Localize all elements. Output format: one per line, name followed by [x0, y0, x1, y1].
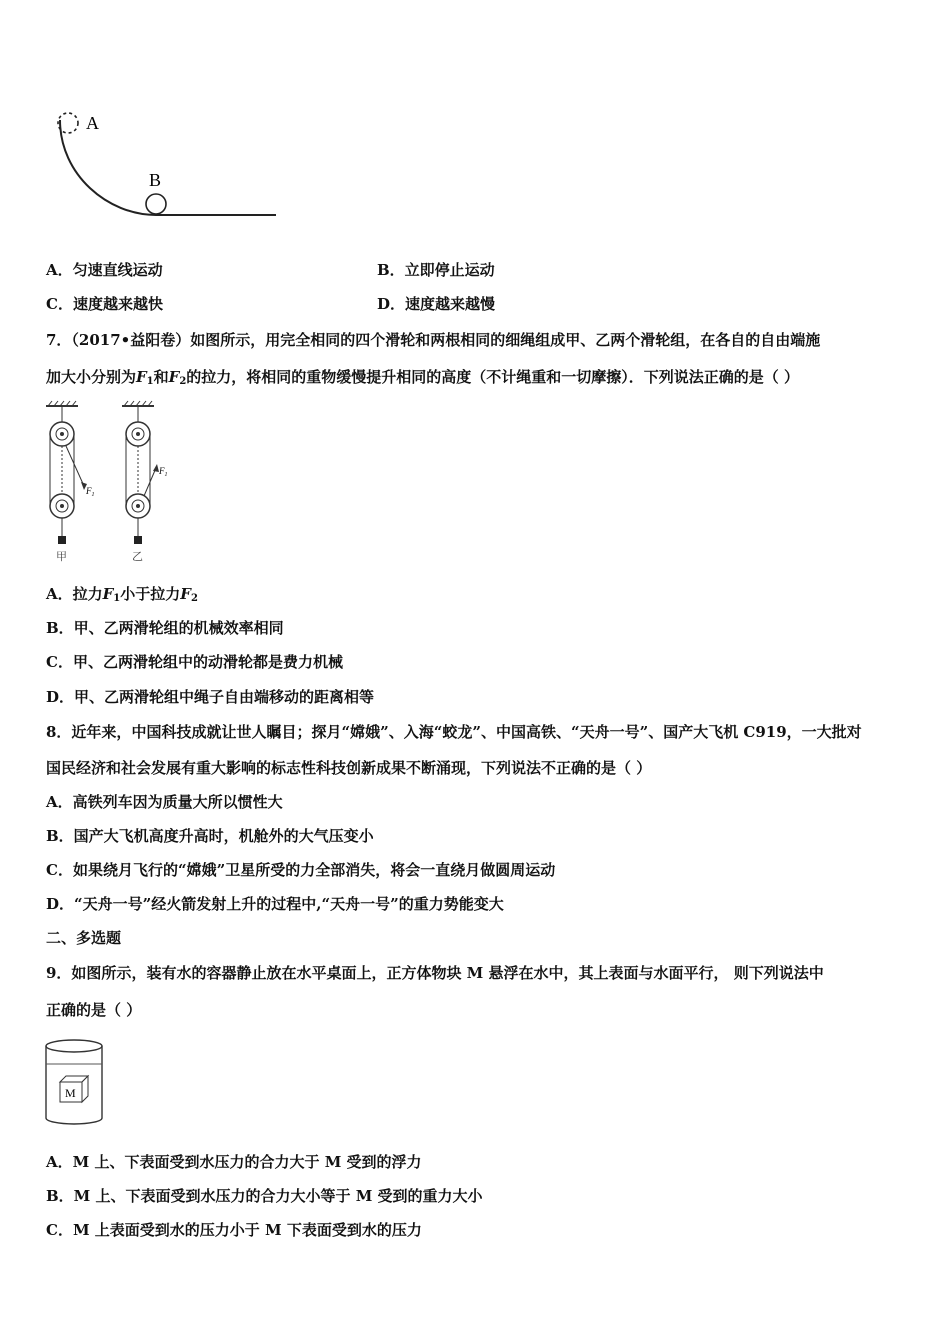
q8-stem-line1: 8．近年来，中国科技成就让世人瞩目；探月“嫦娥”、入海“蛟龙”、中国高铁、“天舟一号”、国产大飞机 C919，一大批对	[46, 723, 862, 741]
cube-m	[60, 1076, 88, 1102]
container-bottom	[46, 1118, 102, 1124]
curved-track	[60, 120, 156, 215]
weight-jia	[58, 536, 66, 544]
q8-option-d[interactable]: D．“天舟一号”经火箭发射上升的过程中,“天舟一号”的重力势能变大	[46, 895, 504, 913]
q8-option-a[interactable]: A．高铁列车因为质量大所以惯性大	[46, 793, 283, 811]
q7-option-d[interactable]: D．甲、乙两滑轮组中绳子自由端移动的距离相等	[46, 688, 375, 706]
ceiling-yi	[122, 401, 154, 422]
q7-option-c[interactable]: C．甲、乙两滑轮组中的动滑轮都是费力机械	[46, 653, 343, 671]
q6-option-b[interactable]: B．立即停止运动	[377, 261, 495, 279]
q9-stem-line2: 正确的是（ ）	[46, 1001, 142, 1019]
container-top	[46, 1040, 102, 1052]
weight-yi	[134, 536, 142, 544]
q9-option-c[interactable]: C．M 上表面受到水的压力小于 M 下表面受到水的压力	[46, 1221, 422, 1239]
q6-option-d[interactable]: D．速度越来越慢	[377, 295, 496, 313]
label-jia: 甲	[56, 550, 67, 563]
section-heading: 二、多选题	[46, 929, 122, 947]
q6-option-c[interactable]: C．速度越来越快	[46, 295, 163, 313]
q7-stem-line2: 加大小分别为$F_1$和$F_2$的拉力，将相同的重物缓慢提升相同的高度（不计绳重和一切摩擦）．下列说法正确的是（ ）	[46, 368, 800, 387]
q7-option-a[interactable]: A．拉力$F_1$小于拉力$F_2$	[46, 585, 198, 604]
svg-text:F1: $F_1$	[159, 466, 168, 478]
q9-option-b[interactable]: B．M 上、下表面受到水压力的合力大小等于 M 受到的重力大小	[46, 1187, 483, 1205]
q9-stem-line1: 9．如图所示，装有水的容器静止放在水平桌面上，正方体物块 M 悬浮在水中，其上表面与水面平行， 则下列说法中	[46, 964, 824, 982]
q9-option-a[interactable]: A．M 上、下表面受到水压力的合力大于 M 受到的浮力	[46, 1153, 422, 1171]
q6-track-figure	[48, 105, 283, 225]
label-a: A	[86, 113, 99, 133]
q6-option-a[interactable]: A．匀速直线运动	[46, 261, 163, 279]
q8-option-c[interactable]: C．如果绕月飞行的“嫦娥”卫星所受的力全部消失，将会一直绕月做圆周运动	[46, 861, 556, 879]
label-b: B	[149, 170, 162, 190]
label-m: M	[65, 1086, 76, 1100]
q7-option-b[interactable]: B．甲、乙两滑轮组的机械效率相同	[46, 619, 284, 637]
ball-b	[146, 194, 166, 214]
q8-option-b[interactable]: B．国产大飞机高度升高时，机舱外的大气压变小	[46, 827, 374, 845]
label-yi: 乙	[132, 550, 143, 563]
q9-container-figure	[40, 1036, 110, 1130]
q8-stem-line2: 国民经济和社会发展有重大影响的标志性科技创新成果不断涌现，下列说法不正确的是（ ）	[46, 759, 652, 777]
q7-pulley-figure	[40, 398, 200, 568]
svg-text:F1: $F_1$	[86, 486, 95, 498]
ceiling-jia	[46, 401, 78, 422]
q7-stem-line1: 7．（2017•益阳卷）如图所示，用完全相同的四个滑轮和两根相同的细绳组成甲、乙两个滑轮组，在各自的自由端施	[46, 331, 821, 349]
